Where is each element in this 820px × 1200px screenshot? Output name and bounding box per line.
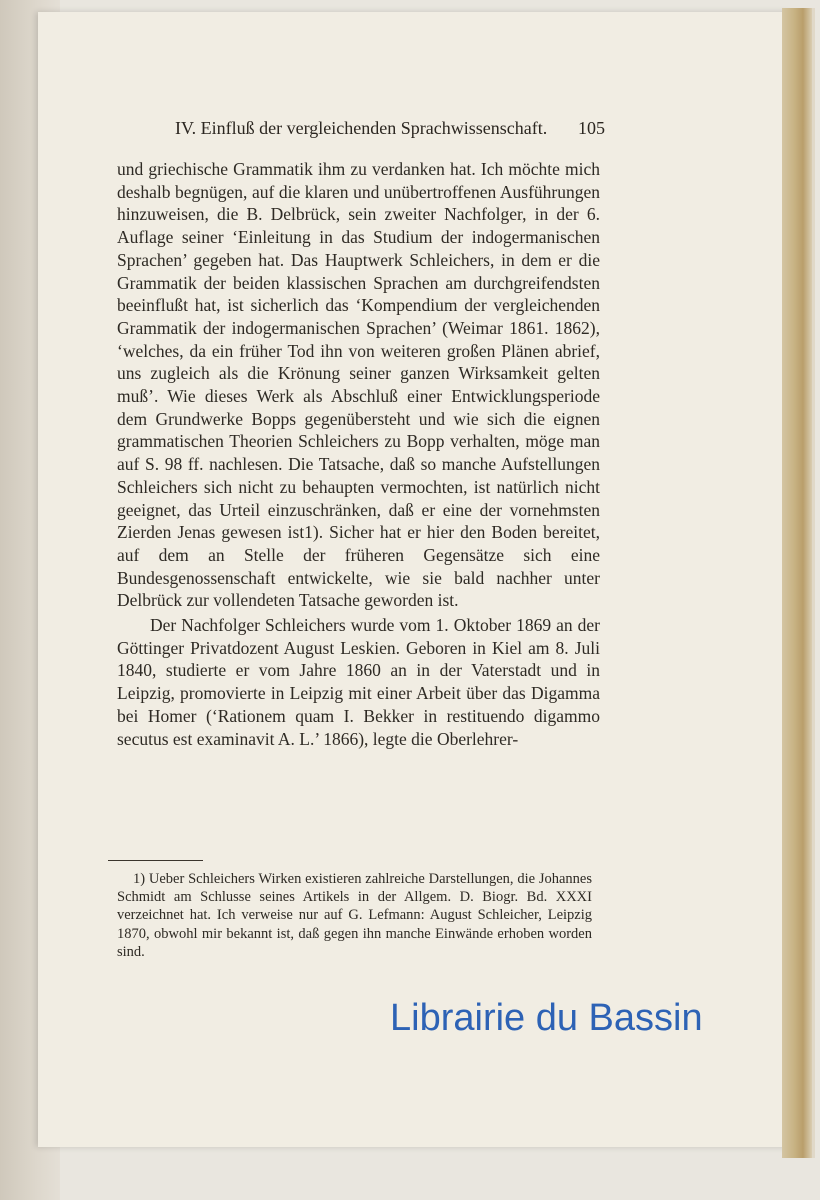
paragraph-1: und griechische Grammatik ihm zu verdanken hat. Ich möchte mich deshalb begnügen, auf die klaren und unübertroffenen Ausführungen hinzuweisen, die B. Delbrück, sein zweiter Nachfolger, in der 6. Auflage seiner ‘Einleitung in das Studium der indogermanischen Sprachen’ gegeben hat. Das Hauptwerk Schleichers, in dem er die Grammatik der beiden klassischen Sprachen am durchgreifendsten beeinflußt hat, ist sicherlich das ‘Kompendium der vergleichenden Grammatik der indogermanischen Sprachen’ (Weimar 1861. 1862), ‘welches, da ein früher Tod ihn von weiteren großen Plänen abrief, uns zugleich als die Krönung seiner ganzen Wirksamkeit gelten muß’. Wie dieses Werk als Abschluß einer Entwicklungsperiode dem Grundwerke Bopps gegenübersteht und wie sich die eignen grammatischen Theorien Schleichers zu Bopp verhalten, möge man auf S. 98 ff. nachlesen. Die Tatsache, daß so manche Aufstellungen Schleichers sich nicht zu behaupten vermochten, ist natürlich nicht geeignet, das Urteil einzuschränken, daß er eine der vornehmsten Zierden Jenas gewesen ist1). Sicher hat er hier den Boden bereitet, auf dem an Stelle der früheren Gegensätze sich eine Bundesgenossenschaft entwickelte, wie sie bald nachher unter Delbrück zur vollendeten Tatsache geworden ist. <box>117 159 600 611</box>
footnote-rule <box>108 860 203 861</box>
paragraph-2: Der Nachfolger Schleichers wurde vom 1. Oktober 1869 an der Göttinger Privatdozent August Leskien. Geboren in Kiel am 8. Juli 1840, studierte er vom Jahre 1860 an in der Vaterstadt und in Leipzig, promovierte in Leipzig mit einer Arbeit über das Digamma bei Homer (‘Rationem quam I. Bekker in restituendo digammo secutus est examinavit A. L.’ 1866), legte die Oberlehrer- <box>117 615 600 749</box>
running-header <box>175 118 605 142</box>
adjacent-page-text-fragment <box>4 130 40 1030</box>
page-edges <box>782 8 815 1158</box>
page-number: 105 <box>578 118 605 138</box>
running-title: IV. Einfluß der vergleichenden Sprachwissenschaft. <box>175 118 548 138</box>
footnote: 1) Ueber Schleichers Wirken existieren zahlreiche Darstellungen, die Johannes Schmidt am Schlusse seines Artikels in der Allgem. D. Biogr. Bd. XXXI verzeichnet hat. Ich verweise nur auf G. Lefmann: August Schleicher, Leipzig 1870, obwohl mir bekannt ist, daß gegen ihn manche Einwände erhoben worden sind. <box>117 871 592 960</box>
body-text <box>117 158 600 750</box>
bookseller-watermark: Librairie du Bassin <box>390 997 703 1039</box>
